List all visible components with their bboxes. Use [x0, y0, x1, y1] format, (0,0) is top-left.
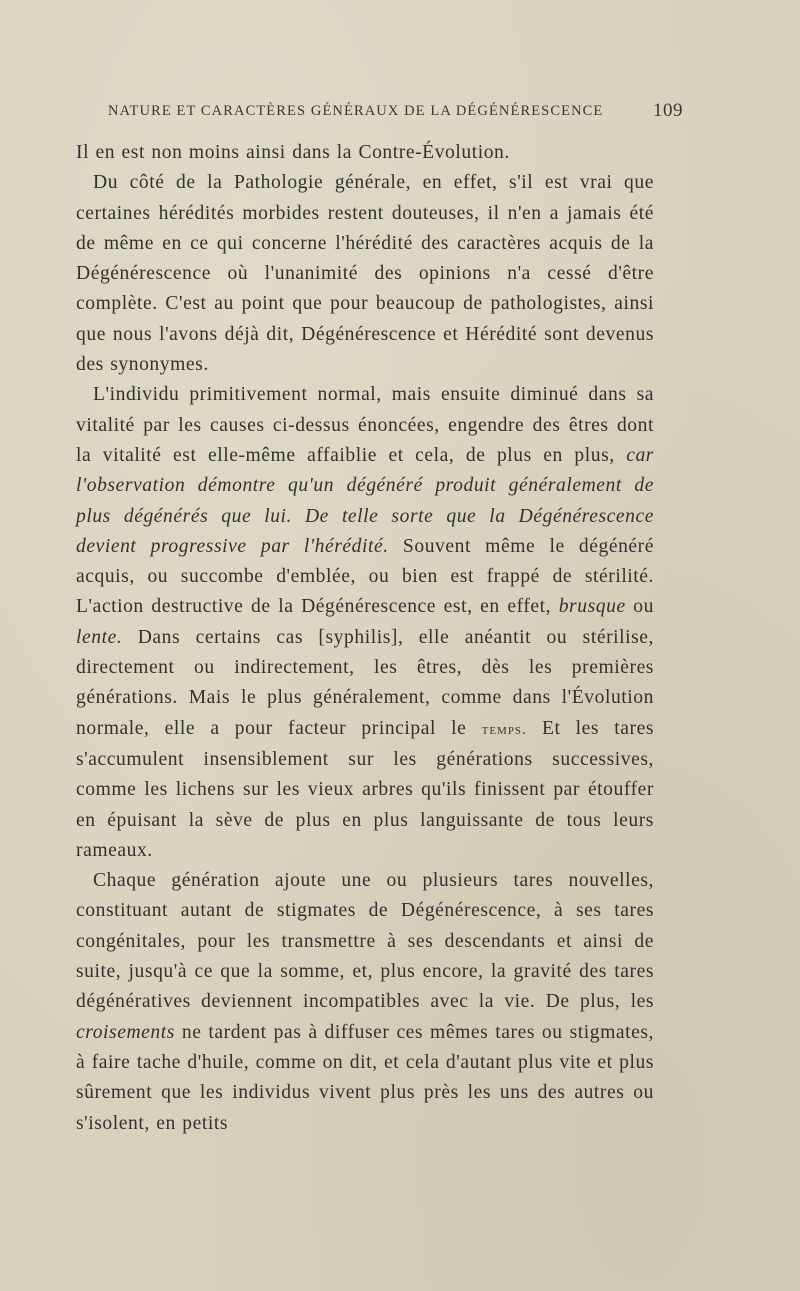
paragraph-1: Il en est non moins ainsi dans la Contre-Évolution.: [76, 142, 510, 163]
paragraph-4-text-b: ne tardent pas à diffuser ces mêmes tares ou stigmates, à faire tache d'huile, comme on dit, et cela d'autant plus vite et plus sûrement que les individus vivent plus près les uns des autres ou s'isolent, en petits: [76, 1021, 654, 1134]
paragraph-3-text-a: L'individu primitivement normal, mais ensuite diminué dans sa vitalité par les causes ci-dessus énoncées, engendre des êtres dont la vitalité est elle-même affaiblie et cela, de plus en plus,: [76, 384, 654, 466]
page-number: 109: [653, 100, 683, 121]
running-header: [108, 100, 683, 127]
paragraph-3-text-c: ou: [625, 596, 654, 618]
paragraph-2: Du côté de la Pathologie générale, en effet, s'il est vrai que certaines hérédités morbides restent douteuses, il n'en a jamais été de même en ce qui concerne l'hérédité des caractères acquis de la Dégénérescence où l'unanimité des opinions n'a cessé d'être complète. C'est au point que pour beaucoup de pathologistes, ainsi que nous l'avons déjà dit, Dégénérescence et Hérédité sont devenus des synonymes.: [76, 172, 654, 376]
paragraph-4: [76, 866, 654, 1139]
running-head-title: NATURE ET CARACTÈRES GÉNÉRAUX DE LA DÉGÉNÉRESCENCE: [108, 103, 604, 119]
paragraph-3-italic-b: brusque: [558, 596, 626, 618]
body-text: [76, 138, 654, 1139]
paragraph-4-italic-a: croisements: [76, 1021, 175, 1043]
paragraph-3-italic-c: lente.: [76, 626, 123, 648]
paragraph-3-text-d: Dans certains cas [syphilis], elle anéantit ou stérilise, directement ou indirectement, les êtres, dès les premières générations. Mais le plus généralement, comme dans l'Évolution normale, elle a pour facteur principal le: [76, 626, 654, 739]
paragraph-3-text-e: Et les tares s'accumulent insensiblement sur les générations successives, comme les lichens sur les vieux arbres qu'ils finissent par étouffer en épuisant la sève de plus en plus languissante de tous leurs rameaux.: [76, 717, 654, 861]
paragraph-3-text-b: Souvent même le dégénéré acquis, ou succombe d'emblée, ou bien est frappé de stérilité. L'action destructive de la Dégénérescence est, en effet,: [76, 535, 654, 618]
paragraph-4-text-a: Chaque génération ajoute une ou plusieurs tares nouvelles, constituant autant de stigmates de Dégénérescence, à ses tares congénitales, pour les transmettre à ses descendants et ainsi de suite, jusqu'à ce que la somme, et, plus encore, la gravité des tares dégénératives deviennent incompatibles avec la vie. De plus, les: [76, 870, 654, 1013]
paragraph-3: [76, 380, 654, 866]
paragraph-3-italic-a: car l'observation démontre qu'un dégénéré produit généralement de plus dégénérés que lui. De telle sorte que la Dégénérescence devient progressive par l'hérédité.: [76, 444, 654, 557]
paragraph-3-smallcaps: temps.: [481, 721, 527, 738]
